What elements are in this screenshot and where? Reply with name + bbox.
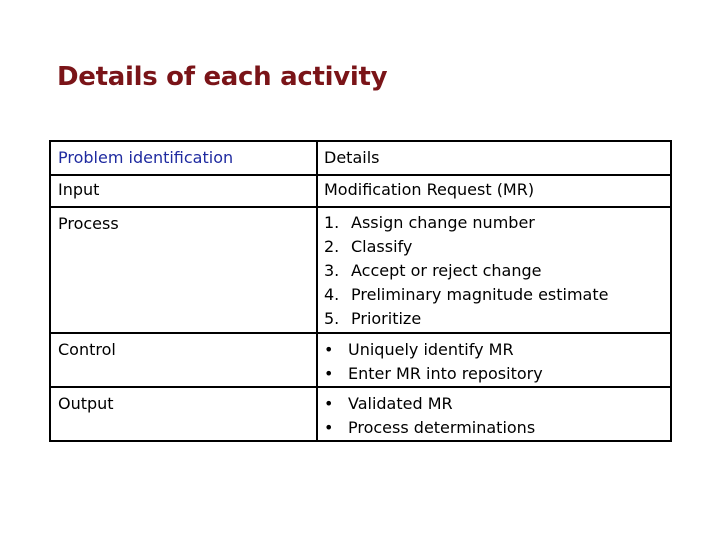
control-bullet-item: [324, 338, 670, 362]
process-step: [324, 259, 670, 283]
row-label-process: Process: [58, 214, 119, 233]
bullet-text: Validated MR: [348, 394, 453, 413]
output-bullet-list: [324, 388, 670, 440]
table-row-process: [50, 207, 671, 333]
table-row-output: [50, 387, 671, 441]
step-number: 3.: [324, 261, 340, 280]
output-bullet-item: [324, 416, 670, 440]
process-step: [324, 211, 670, 235]
step-text: Classify: [351, 237, 413, 256]
header-label-details: Details: [324, 148, 380, 167]
step-text: Prioritize: [351, 309, 422, 328]
row-label-cell-control: [50, 333, 317, 387]
row-value-cell-input: [317, 175, 671, 207]
step-number: 4.: [324, 285, 340, 304]
input-value: Modification Request (MR): [324, 180, 535, 199]
bullet-icon: •: [324, 340, 334, 359]
row-label-output: Output: [58, 394, 114, 413]
bullet-icon: •: [324, 418, 334, 437]
row-label-cell-input: [50, 175, 317, 207]
table-row-control: [50, 333, 671, 387]
step-number: 5.: [324, 309, 340, 328]
row-label-cell-process: [50, 207, 317, 333]
bullet-text: Uniquely identify MR: [348, 340, 514, 359]
bullet-text: Process determinations: [348, 418, 536, 437]
page-title: Details of each activity: [57, 62, 388, 92]
header-cell-details: [317, 141, 671, 175]
activity-details-table: [49, 140, 672, 442]
table-row-input: [50, 175, 671, 207]
step-text: Accept or reject change: [351, 261, 542, 280]
step-number: 2.: [324, 237, 340, 256]
step-text: Preliminary magnitude estimate: [351, 285, 609, 304]
control-bullet-item: [324, 362, 670, 386]
bullet-text: Enter MR into repository: [348, 364, 543, 383]
row-value-cell-process: [317, 207, 671, 333]
row-label-cell-output: [50, 387, 317, 441]
process-step: [324, 235, 670, 259]
bullet-icon: •: [324, 394, 334, 413]
output-bullet-item: [324, 392, 670, 416]
process-step: [324, 307, 670, 331]
control-bullet-list: [324, 334, 670, 386]
header-label-problem-identification: Problem identification: [58, 148, 234, 167]
row-value-cell-control: [317, 333, 671, 387]
process-steps-list: [324, 208, 670, 331]
row-label-input: Input: [58, 180, 100, 199]
bullet-icon: •: [324, 364, 334, 383]
row-label-control: Control: [58, 340, 116, 359]
process-step: [324, 283, 670, 307]
row-value-cell-output: [317, 387, 671, 441]
table-header-row: [50, 141, 671, 175]
step-text: Assign change number: [351, 213, 535, 232]
step-number: 1.: [324, 213, 340, 232]
header-cell-problem-identification: [50, 141, 317, 175]
